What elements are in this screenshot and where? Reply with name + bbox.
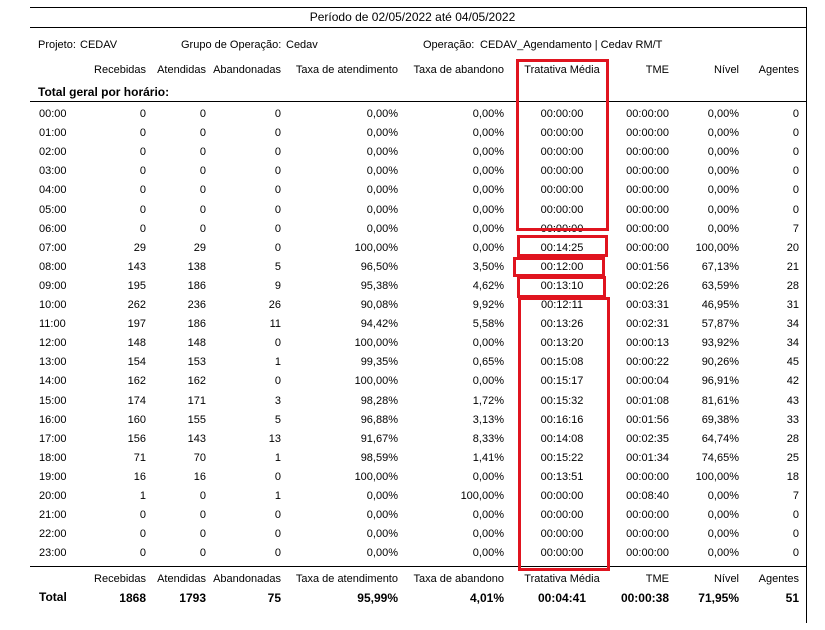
cell-recebidas: 1: [139, 490, 146, 502]
cell-nivel: 67,13%: [701, 260, 739, 273]
cell-taxa-atendimento: 96,50%: [360, 260, 398, 273]
row-hour: 20:00: [39, 490, 67, 502]
cell-abandonadas: 0: [274, 528, 281, 541]
cell-agentes: 0: [792, 146, 799, 159]
cell-agentes: 25: [786, 451, 799, 464]
total-taxa-atendimento: 95,99%: [357, 591, 398, 605]
cell-recebidas: 262: [127, 299, 146, 311]
cell-agentes: 0: [792, 547, 799, 560]
footer-header-taxa-atendimento: Taxa de atendimento: [295, 573, 398, 585]
cell-recebidas: 0: [139, 146, 146, 159]
cell-agentes: 0: [792, 165, 799, 178]
cell-nivel: 0,00%: [707, 509, 739, 522]
cell-taxa-atendimento: 0,00%: [366, 509, 398, 522]
cell-taxa-abandono: 0,00%: [472, 184, 504, 197]
cell-abandonadas: 0: [274, 509, 281, 522]
highlight-box-0700: [517, 235, 608, 257]
cell-abandonadas: 0: [274, 375, 281, 388]
cell-taxa-atendimento: 100,00%: [354, 241, 398, 254]
cell-taxa-atendimento: 0,00%: [366, 547, 398, 560]
cell-tme: 00:00:00: [626, 528, 669, 541]
row-hour: 00:00: [39, 108, 67, 120]
cell-atendidas: 186: [187, 279, 206, 292]
cell-nivel: 69,38%: [701, 413, 739, 426]
row-hour: 11:00: [39, 318, 66, 331]
cell-tratativa-media: 00:13:10: [540, 279, 584, 292]
cell-taxa-abandono: 0,00%: [472, 108, 504, 120]
cell-tratativa-media: 00:00:00: [540, 127, 584, 140]
total-abandonadas: 75: [267, 591, 281, 605]
cell-agentes: 28: [786, 432, 799, 445]
grupo-value: Cedav: [286, 39, 318, 51]
highlight-box-tratativa-header: [516, 59, 609, 231]
footer-header-recebidas: Recebidas: [94, 573, 146, 585]
cell-nivel: 64,74%: [701, 432, 739, 445]
cell-taxa-atendimento: 90,08%: [360, 299, 398, 311]
cell-nivel: 96,91%: [701, 375, 739, 388]
row-hour: 22:00: [39, 528, 67, 541]
cell-nivel: 93,92%: [701, 337, 739, 350]
cell-tme: 00:00:00: [626, 547, 669, 560]
cell-recebidas: 0: [139, 108, 146, 120]
cell-nivel: 0,00%: [707, 146, 739, 159]
cell-abandonadas: 0: [274, 337, 281, 350]
cell-nivel: 46,95%: [701, 299, 739, 311]
cell-taxa-abandono: 0,00%: [472, 509, 504, 522]
cell-abandonadas: 0: [274, 241, 281, 254]
cell-nivel: 0,00%: [707, 547, 739, 560]
cell-nivel: 0,00%: [707, 108, 739, 120]
cell-taxa-atendimento: 0,00%: [366, 146, 398, 159]
total-atendidas: 1793: [179, 591, 206, 605]
cell-taxa-abandono: 8,33%: [472, 432, 504, 445]
cell-taxa-atendimento: 100,00%: [354, 337, 398, 350]
cell-agentes: 0: [792, 509, 799, 522]
projeto-value: CEDAV: [80, 39, 118, 51]
cell-taxa-atendimento: 100,00%: [354, 470, 398, 483]
row-hour: 05:00: [39, 203, 67, 216]
cell-tratativa-media: 00:13:20: [540, 337, 584, 350]
cell-atendidas: 70: [193, 451, 206, 464]
row-hour: 12:00: [39, 337, 67, 350]
cell-tratativa-media: 00:13:26: [540, 318, 584, 331]
cell-tme: 00:02:35: [626, 432, 669, 445]
total-taxa-abandono: 4,01%: [469, 591, 504, 605]
cell-tme: 00:01:34: [626, 451, 669, 464]
cell-abandonadas: 1: [274, 451, 281, 464]
cell-taxa-atendimento: 0,00%: [366, 528, 398, 541]
cell-tme: 00:00:00: [626, 222, 669, 235]
cell-taxa-abandono: 0,00%: [472, 203, 504, 216]
cell-taxa-atendimento: 0,00%: [366, 165, 398, 178]
cell-nivel: 100,00%: [695, 241, 739, 254]
row-hour: 02:00: [39, 146, 67, 159]
cell-recebidas: 71: [133, 451, 146, 464]
cell-taxa-abandono: 4,62%: [472, 279, 504, 292]
row-hour: 23:00: [39, 547, 67, 560]
cell-taxa-abandono: 0,65%: [472, 356, 504, 369]
cell-tratativa-media: 00:00:00: [540, 165, 584, 178]
cell-tratativa-media: 00:00:00: [540, 528, 584, 541]
cell-abandonadas: 1: [274, 490, 281, 502]
cell-recebidas: 0: [139, 203, 146, 216]
cell-tme: 00:03:31: [626, 299, 669, 311]
cell-tme: 00:01:56: [626, 260, 669, 273]
row-hour: 21:00: [39, 509, 67, 522]
cell-recebidas: 0: [139, 127, 146, 140]
row-hour: 07:00: [39, 241, 67, 254]
cell-atendidas: 0: [199, 203, 206, 216]
cell-taxa-atendimento: 98,28%: [360, 394, 398, 407]
logo-fragment: [58, 0, 74, 2]
cell-recebidas: 16: [133, 470, 146, 483]
cell-tratativa-media: 00:15:17: [540, 375, 584, 388]
row-hour: 08:00: [39, 260, 67, 273]
row-hour: 19:00: [39, 470, 67, 483]
cell-abandonadas: 5: [274, 413, 281, 426]
column-header-tratativa-media: Tratativa Média: [524, 64, 600, 76]
cell-nivel: 0,00%: [707, 127, 739, 140]
cell-nivel: 74,65%: [701, 451, 739, 464]
cell-taxa-atendimento: 95,38%: [360, 279, 398, 292]
cell-recebidas: 0: [139, 165, 146, 178]
cell-abandonadas: 1: [274, 356, 281, 369]
cell-taxa-abandono: 0,00%: [472, 146, 504, 159]
page-right-border: [806, 7, 807, 623]
cell-taxa-abandono: 0,00%: [472, 337, 504, 350]
cell-recebidas: 0: [139, 184, 146, 197]
total-tme: 00:00:38: [620, 591, 669, 605]
cell-abandonadas: 11: [269, 318, 281, 331]
cell-taxa-abandono: 100,00%: [460, 490, 504, 502]
cell-atendidas: 0: [199, 108, 206, 120]
cell-taxa-abandono: 3,50%: [472, 260, 504, 273]
total-tratativa-media: 00:04:41: [537, 591, 587, 605]
cell-taxa-abandono: 9,92%: [472, 299, 504, 311]
row-hour: 09:00: [39, 279, 67, 292]
row-hour: 06:00: [39, 222, 67, 235]
cell-agentes: 18: [786, 470, 799, 483]
cell-agentes: 31: [786, 299, 799, 311]
cell-abandonadas: 0: [274, 146, 281, 159]
cell-taxa-atendimento: 94,42%: [360, 318, 398, 331]
period-divider: [30, 27, 807, 28]
cell-tme: 00:02:31: [626, 318, 669, 331]
cell-recebidas: 0: [139, 547, 146, 560]
cell-agentes: 0: [792, 184, 799, 197]
cell-atendidas: 148: [187, 337, 206, 350]
cell-atendidas: 162: [187, 375, 206, 388]
cell-nivel: 0,00%: [707, 203, 739, 216]
cell-taxa-abandono: 0,00%: [472, 165, 504, 178]
cell-recebidas: 160: [127, 413, 146, 426]
row-hour: 15:00: [39, 394, 67, 407]
cell-nivel: 0,00%: [707, 222, 739, 235]
cell-nivel: 0,00%: [707, 490, 739, 502]
cell-agentes: 20: [786, 241, 799, 254]
total-nivel: 71,95%: [698, 591, 739, 605]
highlight-box-0900: [517, 276, 606, 298]
cell-tratativa-media: 00:00:00: [540, 222, 584, 235]
cell-abandonadas: 0: [274, 165, 281, 178]
cell-taxa-abandono: 0,00%: [472, 547, 504, 560]
row-hour: 10:00: [39, 299, 67, 311]
cell-tme: 00:02:26: [626, 279, 669, 292]
cell-atendidas: 0: [199, 490, 206, 502]
cell-tme: 00:00:00: [626, 203, 669, 216]
cell-nivel: 57,87%: [701, 318, 739, 331]
cell-recebidas: 162: [127, 375, 146, 388]
report-period: Período de 02/05/2022 até 04/05/2022: [309, 10, 516, 24]
cell-recebidas: 0: [139, 222, 146, 235]
cell-abandonadas: 0: [274, 222, 281, 235]
column-header-agentes: Agentes: [758, 64, 799, 76]
cell-taxa-abandono: 0,00%: [472, 470, 504, 483]
cell-tme: 00:00:00: [626, 165, 669, 178]
cell-tratativa-media: 00:12:00: [540, 260, 584, 273]
cell-nivel: 81,61%: [701, 394, 739, 407]
cell-nivel: 0,00%: [707, 528, 739, 541]
cell-tme: 00:00:13: [626, 337, 669, 350]
operacao-label: Operação:: [423, 39, 475, 51]
cell-tme: 00:00:00: [626, 470, 669, 483]
footer-header-atendidas: Atendidas: [157, 573, 206, 585]
top-rule: [30, 7, 807, 8]
cell-taxa-abandono: 3,13%: [472, 413, 504, 426]
column-header-nivel: Nível: [713, 64, 739, 76]
cell-recebidas: 29: [133, 241, 146, 254]
cell-agentes: 45: [786, 356, 799, 369]
cell-tme: 00:08:40: [626, 490, 669, 502]
cell-abandonadas: 0: [274, 108, 281, 120]
cell-abandonadas: 3: [274, 394, 281, 407]
cell-taxa-atendimento: 98,59%: [360, 451, 398, 464]
cell-abandonadas: 9: [274, 279, 281, 292]
row-hour: 13:00: [39, 356, 67, 369]
cell-atendidas: 0: [199, 528, 206, 541]
cell-nivel: 90,26%: [701, 356, 739, 369]
cell-atendidas: 0: [199, 509, 206, 522]
column-header-atendidas: Atendidas: [157, 64, 206, 76]
cell-tratativa-media: 00:00:00: [540, 203, 584, 216]
cell-tratativa-media: 00:14:08: [540, 432, 584, 445]
cell-recebidas: 154: [127, 356, 146, 369]
cell-taxa-abandono: 0,00%: [472, 241, 504, 254]
grupo-label: Grupo de Operação:: [181, 39, 282, 51]
cell-recebidas: 0: [139, 509, 146, 522]
projeto-label: Projeto:: [38, 39, 76, 51]
column-header-abandonadas: Abandonadas: [213, 64, 281, 76]
row-hour: 16:00: [39, 413, 67, 426]
cell-tratativa-media: 00:14:25: [540, 241, 584, 254]
cell-atendidas: 0: [199, 127, 206, 140]
cell-recebidas: 195: [127, 279, 146, 292]
cell-recebidas: 156: [127, 432, 146, 445]
cell-tme: 00:00:00: [626, 146, 669, 159]
cell-tratativa-media: 00:12:11: [540, 299, 583, 311]
footer-header-agentes: Agentes: [758, 573, 799, 585]
cell-tratativa-media: 00:16:16: [540, 413, 584, 426]
cell-taxa-abandono: 0,00%: [472, 375, 504, 388]
cell-agentes: 7: [792, 222, 799, 235]
cell-agentes: 34: [786, 337, 799, 350]
cell-taxa-abandono: 1,72%: [472, 394, 504, 407]
cell-tme: 00:00:00: [626, 108, 669, 120]
cell-atendidas: 0: [199, 146, 206, 159]
cell-tratativa-media: 00:15:32: [540, 394, 584, 407]
cell-tratativa-media: 00:00:00: [540, 490, 584, 502]
cell-taxa-abandono: 0,00%: [472, 127, 504, 140]
cell-atendidas: 236: [187, 299, 206, 311]
cell-agentes: 42: [786, 375, 799, 388]
cell-atendidas: 29: [193, 241, 206, 254]
cell-atendidas: 171: [187, 394, 206, 407]
cell-taxa-atendimento: 0,00%: [366, 127, 398, 140]
cell-nivel: 100,00%: [695, 470, 739, 483]
cell-abandonadas: 0: [274, 184, 281, 197]
cell-tratativa-media: 00:13:51: [540, 470, 584, 483]
row-hour: 03:00: [39, 165, 67, 178]
total-agentes: 51: [785, 591, 799, 605]
cell-agentes: 33: [786, 413, 799, 426]
cell-atendidas: 155: [187, 413, 206, 426]
highlight-box-0800: [513, 257, 605, 277]
cell-tratativa-media: 00:00:00: [540, 184, 584, 197]
cell-taxa-atendimento: 0,00%: [366, 222, 398, 235]
footer-header-taxa-abandono: Taxa de abandono: [413, 573, 504, 585]
cell-taxa-atendimento: 0,00%: [366, 184, 398, 197]
cell-tme: 00:00:04: [626, 375, 669, 388]
cell-recebidas: 174: [127, 394, 146, 407]
cell-taxa-atendimento: 100,00%: [354, 375, 398, 388]
cell-taxa-abandono: 0,00%: [472, 528, 504, 541]
footer-divider: [30, 566, 807, 567]
footer-header-abandonadas: Abandonadas: [213, 573, 281, 585]
operacao-value: CEDAV_Agendamento | Cedav RM/T: [480, 39, 663, 51]
cell-atendidas: 0: [199, 184, 206, 197]
cell-abandonadas: 5: [274, 260, 281, 273]
cell-taxa-abandono: 0,00%: [472, 222, 504, 235]
cell-agentes: 34: [786, 318, 799, 331]
footer-header-tme: TME: [645, 573, 669, 585]
cell-abandonadas: 0: [274, 203, 281, 216]
cell-taxa-atendimento: 91,67%: [360, 432, 398, 445]
cell-recebidas: 0: [139, 528, 146, 541]
cell-tme: 00:00:22: [626, 356, 669, 369]
row-hour: 01:00: [39, 127, 67, 140]
cell-tme: 00:00:00: [626, 127, 669, 140]
cell-atendidas: 16: [193, 470, 206, 483]
cell-taxa-atendimento: 0,00%: [366, 203, 398, 216]
cell-nivel: 0,00%: [707, 184, 739, 197]
cell-taxa-abandono: 5,58%: [472, 318, 504, 331]
footer-header-nivel: Nível: [713, 573, 739, 585]
cell-atendidas: 153: [187, 356, 206, 369]
cell-taxa-atendimento: 99,35%: [360, 356, 398, 369]
total-recebidas: 1868: [119, 591, 146, 605]
highlight-box-tratativa-rest: [518, 297, 610, 571]
cell-taxa-atendimento: 0,00%: [366, 108, 398, 120]
cell-atendidas: 0: [199, 165, 206, 178]
cell-abandonadas: 0: [274, 127, 281, 140]
cell-atendidas: 143: [187, 432, 206, 445]
cell-recebidas: 143: [127, 260, 146, 273]
cell-tme: 00:00:00: [626, 509, 669, 522]
cell-taxa-atendimento: 96,88%: [360, 413, 398, 426]
cell-tme: 00:01:08: [626, 394, 669, 407]
cell-abandonadas: 0: [274, 547, 281, 560]
cell-tme: 00:00:00: [626, 241, 669, 254]
section-title: Total geral por horário:: [38, 85, 170, 99]
cell-tme: 00:01:56: [626, 413, 669, 426]
cell-abandonadas: 26: [268, 299, 281, 311]
cell-atendidas: 0: [199, 547, 206, 560]
cell-recebidas: 197: [127, 318, 146, 331]
cell-agentes: 0: [792, 108, 799, 120]
cell-abandonadas: 13: [268, 432, 281, 445]
cell-agentes: 0: [792, 127, 799, 140]
row-hour: 18:00: [39, 451, 67, 464]
column-header-taxa-atendimento: Taxa de atendimento: [295, 64, 398, 76]
row-hour: 14:00: [39, 375, 67, 388]
cell-atendidas: 138: [187, 260, 206, 273]
column-header-taxa-abandono: Taxa de abandono: [413, 64, 504, 76]
row-hour: 17:00: [39, 432, 67, 445]
cell-nivel: 63,59%: [701, 279, 739, 292]
cell-agentes: 28: [786, 279, 799, 292]
column-header-tme: TME: [645, 64, 669, 76]
cell-atendidas: 0: [199, 222, 206, 235]
cell-recebidas: 148: [127, 337, 146, 350]
cell-tratativa-media: 00:00:00: [540, 509, 584, 522]
section-divider: [30, 101, 807, 102]
column-header-recebidas: Recebidas: [94, 64, 146, 76]
cell-tratativa-media: 00:00:00: [540, 547, 584, 560]
cell-taxa-atendimento: 0,00%: [366, 490, 398, 502]
cell-tratativa-media: 00:15:08: [540, 356, 584, 369]
cell-abandonadas: 0: [274, 470, 281, 483]
cell-tratativa-media: 00:00:00: [540, 108, 584, 120]
cell-agentes: 0: [792, 203, 799, 216]
cell-agentes: 7: [792, 490, 799, 502]
cell-taxa-abandono: 1,41%: [472, 451, 504, 464]
total-label: Total: [39, 590, 67, 604]
footer-header-tratativa-media: Tratativa Média: [524, 573, 600, 585]
cell-tratativa-media: 00:15:22: [540, 451, 584, 464]
cell-tme: 00:00:00: [626, 184, 669, 197]
row-hour: 04:00: [39, 184, 67, 197]
cell-agentes: 43: [786, 394, 799, 407]
cell-tratativa-media: 00:00:00: [540, 146, 584, 159]
cell-atendidas: 186: [187, 318, 206, 331]
cell-agentes: 21: [786, 260, 799, 273]
cell-agentes: 0: [792, 528, 799, 541]
cell-nivel: 0,00%: [707, 165, 739, 178]
